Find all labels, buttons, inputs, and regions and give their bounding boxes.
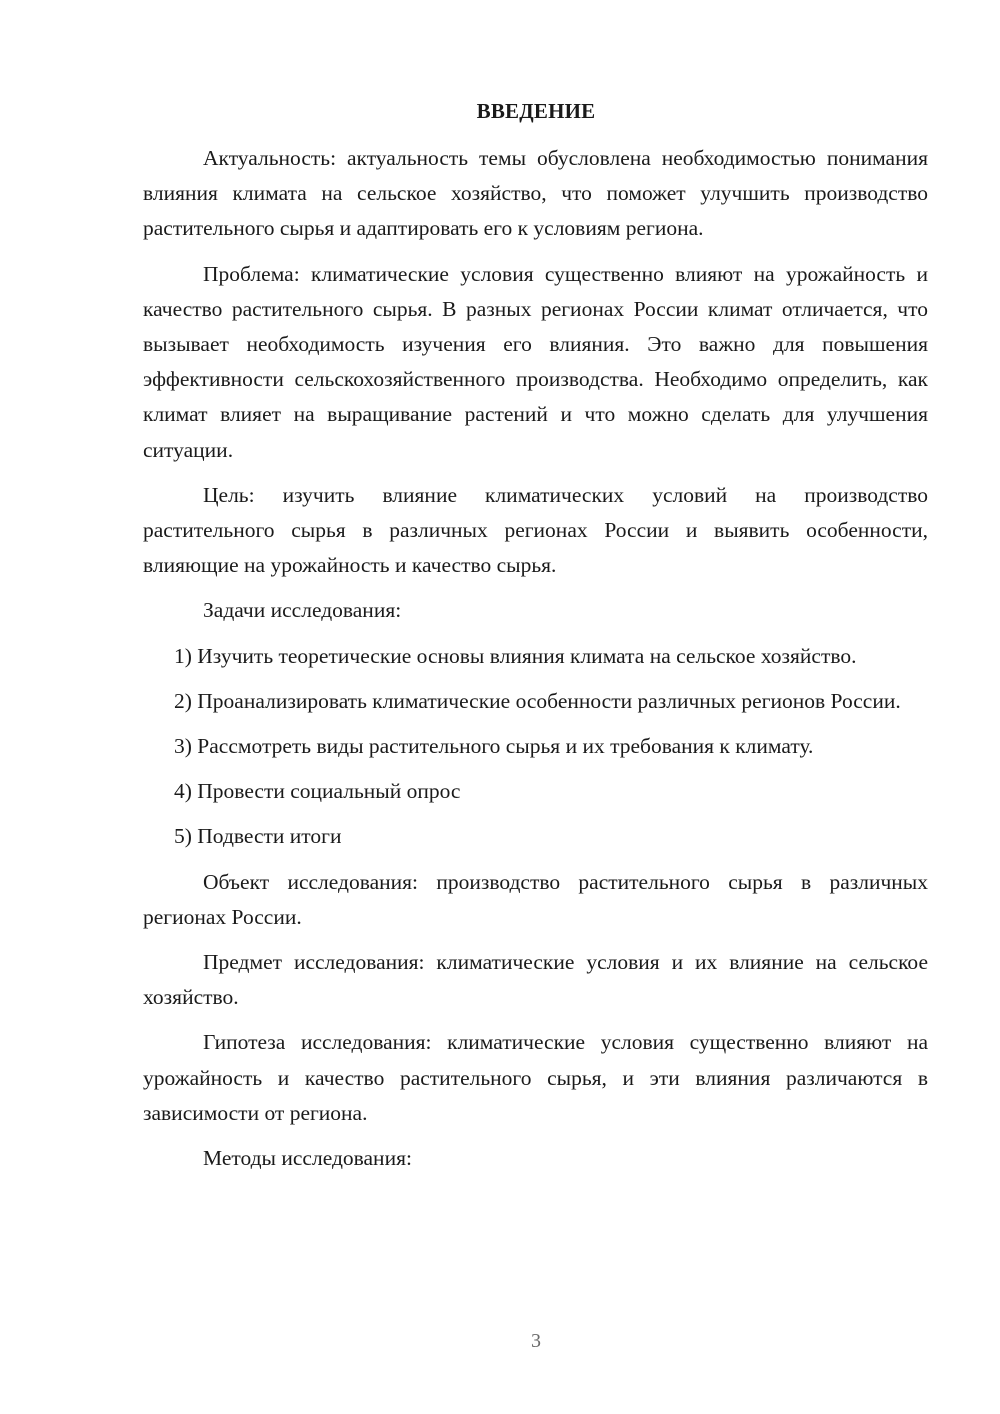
paragraph-hypothesis: Гипотеза исследования: климатические условия существенно влияют на урожайность и качество растительного сырья, и эти влияния различаются в зависимости от региона. bbox=[143, 1030, 928, 1125]
list-item: 1) Изучить теоретические основы влияния климата на сельское хозяйство. bbox=[174, 643, 857, 668]
page-number: 3 bbox=[531, 1330, 541, 1352]
paragraph-goal: Цель: изучить влияние климатических условий на производство растительного сырья в различных регионах России и выявить особенности, влияющие на урожайность и качество сырья. bbox=[143, 482, 928, 578]
page-title: ВВЕДЕНИЕ bbox=[476, 99, 596, 123]
list-item: 4) Провести социальный опрос bbox=[174, 779, 461, 804]
paragraph-subject: Предмет исследования: климатические условия и их влияние на сельское хозяйство. bbox=[143, 950, 928, 1010]
paragraph-methods: Методы исследования: bbox=[203, 1146, 412, 1171]
list-item: 2) Проанализировать климатические особенности различных регионов России. bbox=[174, 688, 901, 713]
body-text bbox=[143, 141, 928, 1186]
list-item: 5) Подвести итоги bbox=[174, 824, 342, 849]
paragraph-tasks-heading: Задачи исследования: bbox=[203, 598, 402, 623]
paragraph-problem: Проблема: климатические условия существенно влияют на урожайность и качество растительного сырья. В разных регионах России климат отличается, что вызывает необходимость изучения его влияния. Это важно для повышения эффективности сельскохозяйственного производства. Необходимо определить, как климат влияет на выращивание растений и что можно сделать для улучшения ситуации. bbox=[143, 261, 928, 462]
list-item: 3) Рассмотреть виды растительного сырья и их требования к климату. bbox=[174, 734, 814, 759]
paragraph-object: Объект исследования: производство растительного сырья в различных регионах России. bbox=[143, 869, 928, 929]
paragraph-relevance: Актуальность: актуальность темы обусловлена необходимостью понимания влияния климата на сельское хозяйство, что поможет улучшить производство растительного сырья и адаптировать его к условиям региона. bbox=[143, 146, 928, 241]
